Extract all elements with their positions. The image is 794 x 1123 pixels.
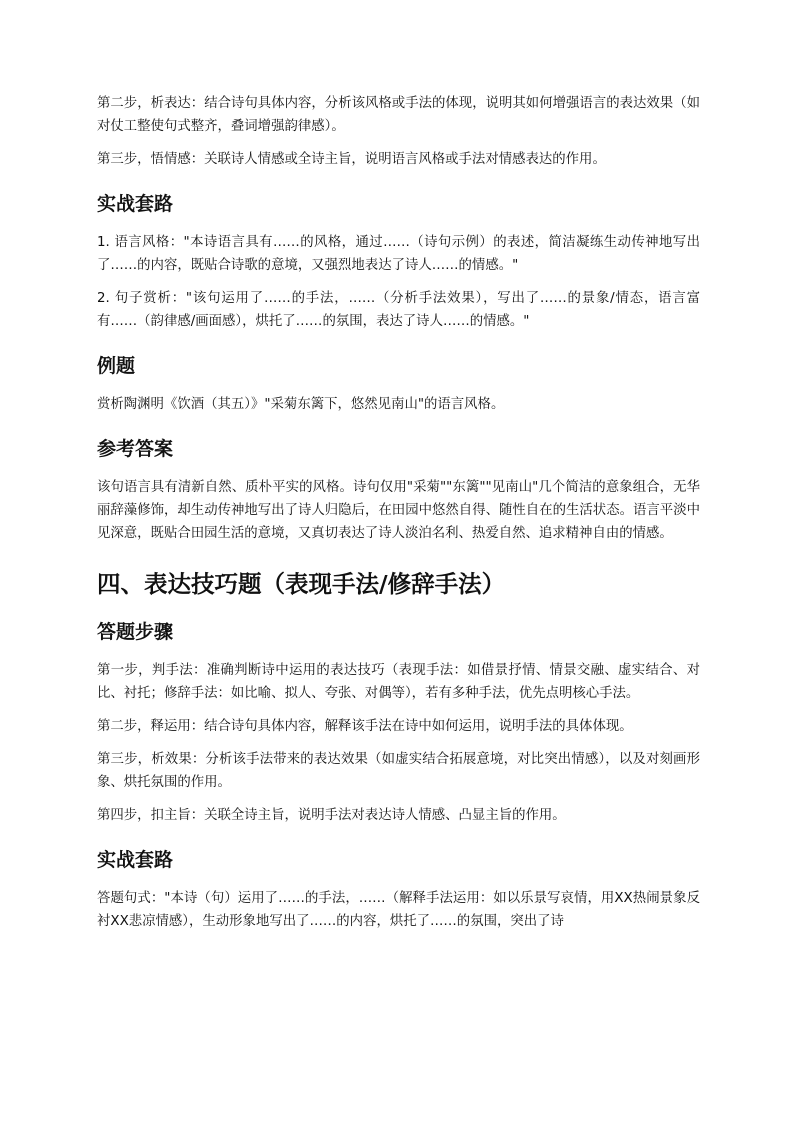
practice-2-text: 答题句式："本诗（句）运用了……的手法，……（解释手法运用：如以乐景写哀情，用XX热闹景象反衬XX悲凉情感），生动形象地写出了……的内容，烘托了……的氛围，突出了诗 <box>97 891 700 929</box>
step-3-paragraph: 第三步，悟情感：关联诗人情感或全诗主旨，说明语言风格或手法对情感表达的作用。 <box>97 152 606 167</box>
practice-item-2: 2. 句子赏析："该句运用了……的手法，……（分析手法效果），写出了……的景象/情态，语言富有……（韵律感/画面感），烘托了……的氛围，表达了诗人……的情感。" <box>97 291 700 329</box>
example-text: 赏析陶渊明《饮酒（其五）》"采菊东篱下，悠然见南山"的语言风格。 <box>97 397 505 412</box>
steps-step-1: 第一步，判手法：准确判断诗中运用的表达技巧（表现手法：如借景抒情、情景交融、虚实结合、对比、衬托；修辞手法：如比喻、拟人、夸张、对偶等），若有多种手法，优先点明核心手法。 <box>97 663 700 701</box>
steps-step-3: 第三步，析效果：分析该手法带来的表达效果（如虚实结合拓展意境，对比突出情感），以及对刻画形象、烘托氛围的作用。 <box>97 752 700 790</box>
steps-step-2: 第二步，释运用：结合诗句具体内容，解释该手法在诗中如何运用，说明手法的具体体现。 <box>97 719 633 734</box>
practice-item-1: 1. 语言风格："本诗语言具有……的风格，通过……（诗句示例）的表述，简洁凝练生动传神地写出了……的内容，既贴合诗歌的意境，又强烈地表达了诗人……的情感。" <box>97 235 700 273</box>
answer-heading: 参考答案 <box>97 438 174 460</box>
steps-step-4: 第四步，扣主旨：关联全诗主旨，说明手法对表达诗人情感、凸显主旨的作用。 <box>97 808 566 823</box>
section-4-title: 四、表达技巧题（表现手法/修辞手法） <box>97 570 506 598</box>
document-page <box>97 92 700 943</box>
step-2-paragraph: 第二步，析表达：结合诗句具体内容，分析该风格或手法的体现，说明其如何增强语言的表达效果（如对仗工整使句式整齐，叠词增强韵律感）。 <box>97 96 700 134</box>
example-heading: 例题 <box>97 355 136 377</box>
practice-heading-2: 实战套路 <box>97 849 174 871</box>
practice-heading: 实战套路 <box>97 193 174 215</box>
answer-text: 该句语言具有清新自然、质朴平实的风格。诗句仅用"采菊""东篱""见南山"几个简洁的意象组合，无华丽辞藻修饰，却生动传神地写出了诗人归隐后，在田园中悠然自得、随性自在的生活状态。语言平淡中见深意，既贴合田园生活的意境，又真切表达了诗人淡泊名利、热爱自然、追求精神自由的情感。 <box>97 480 700 541</box>
steps-heading: 答题步骤 <box>97 621 174 643</box>
